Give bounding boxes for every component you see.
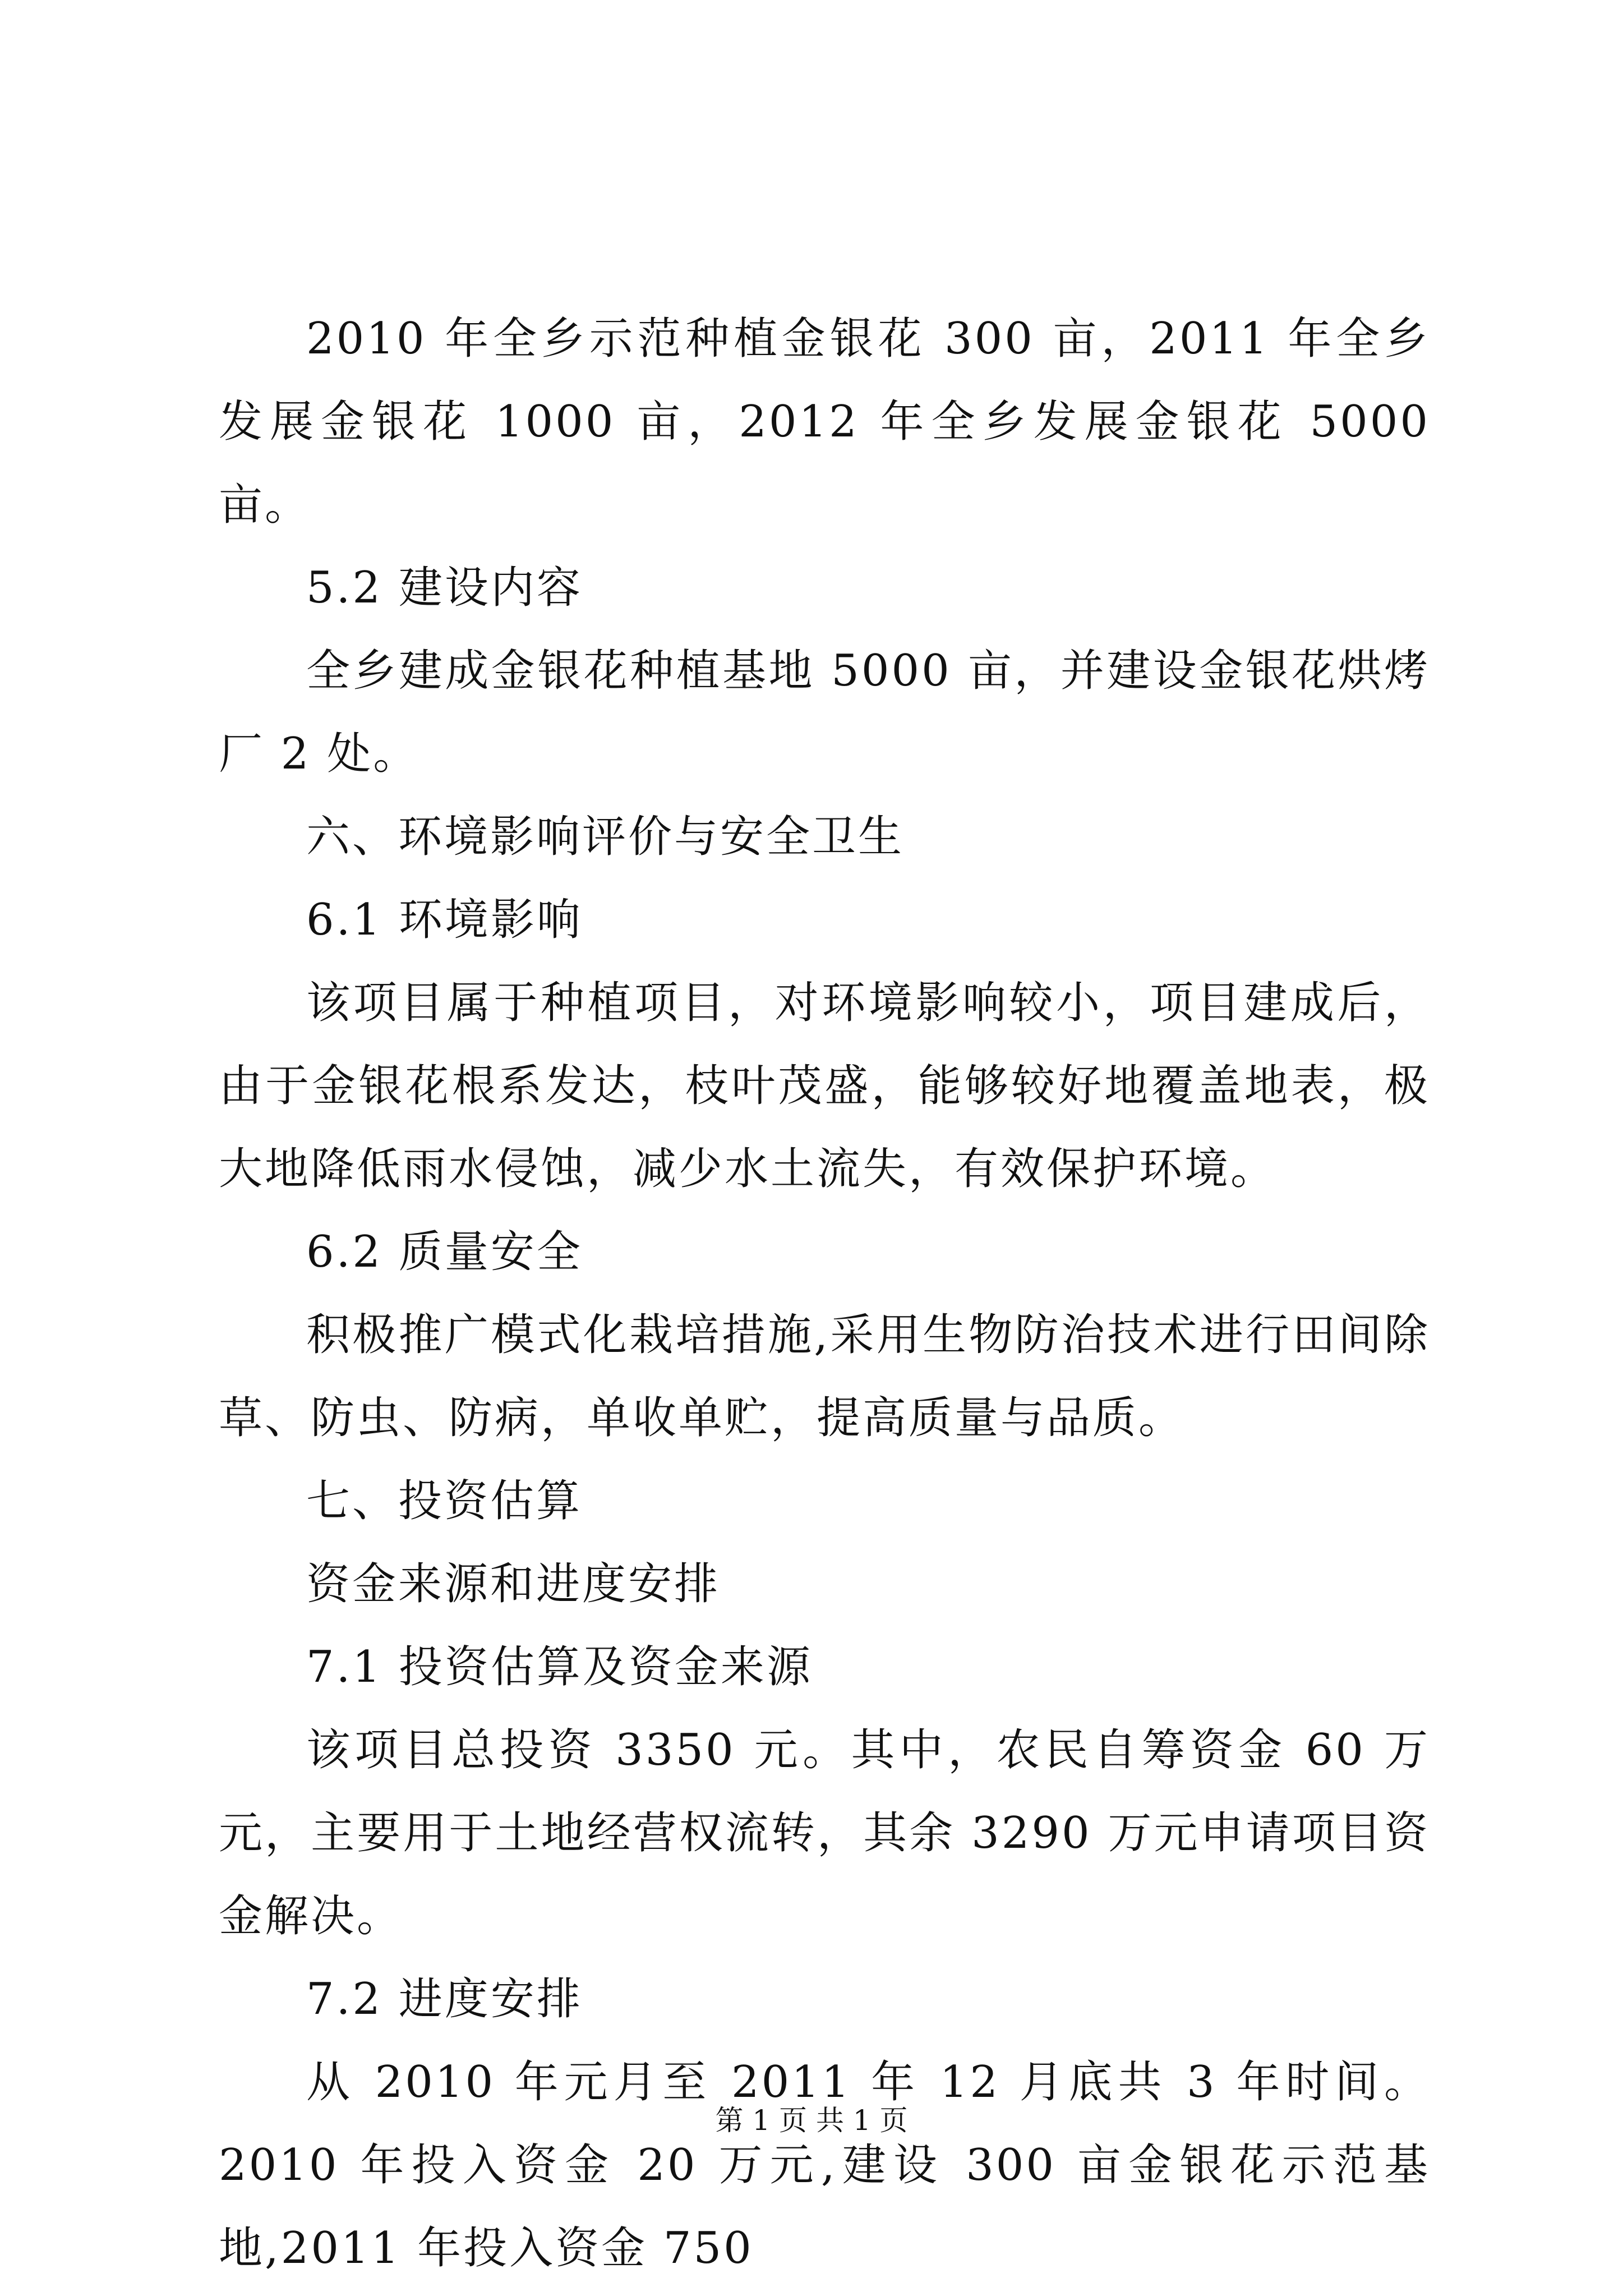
subheading-funding-schedule: 资金来源和进度安排	[306, 1559, 721, 1609]
section-heading-6-2: 6.2 质量安全	[306, 1227, 583, 1277]
paragraph-schedule: 从 2010 年元月至 2011 年 12 月底共 3 年时间。2010 年投入资金 20 万元,建设 300 亩金银花示范基地,2011 年投入资金 750	[219, 2057, 1430, 2274]
paragraph-construction-content: 全乡建成金银花种植基地 5000 亩，并建设金银花烘烤厂 2 处。	[219, 646, 1430, 779]
paragraph-planting-targets: 2010 年全乡示范种植金银花 300 亩，2011 年全乡发展金银花 1000 亩，2012 年全乡发展金银花 5000 亩。	[219, 314, 1430, 530]
paragraph-investment-estimate: 该项目总投资 3350 元。其中，农民自筹资金 60 万元，主要用于土地经营权流转，其余 3290 万元申请项目资金解决。	[219, 1725, 1430, 1941]
section-heading-7-2: 7.2 进度安排	[306, 1974, 583, 2024]
page-number-footer: 第 1 页 共 1 页	[715, 2104, 908, 2137]
paragraph-environment-impact: 该项目属于种植项目，对环境影响较小，项目建成后，由于金银花根系发达，枝叶茂盛，能够较好地覆盖地表，极大地降低雨水侵蚀，减少水土流失，有效保护环境。	[219, 978, 1430, 1194]
paragraph-quality-safety: 积极推广模式化栽培措施,采用生物防治技术进行田间除草、防虫、防病，单收单贮，提高质量与品质。	[219, 1310, 1430, 1443]
section-heading-6-1: 6.1 环境影响	[306, 895, 583, 945]
chapter-heading-7: 七、投资估算	[306, 1476, 583, 1526]
section-heading-5-2: 5.2 建设内容	[306, 563, 583, 613]
section-heading-7-1: 7.1 投资估算及资金来源	[306, 1642, 813, 1692]
chapter-heading-6: 六、环境影响评价与安全卫生	[306, 812, 905, 862]
document-body	[219, 297, 1430, 2290]
